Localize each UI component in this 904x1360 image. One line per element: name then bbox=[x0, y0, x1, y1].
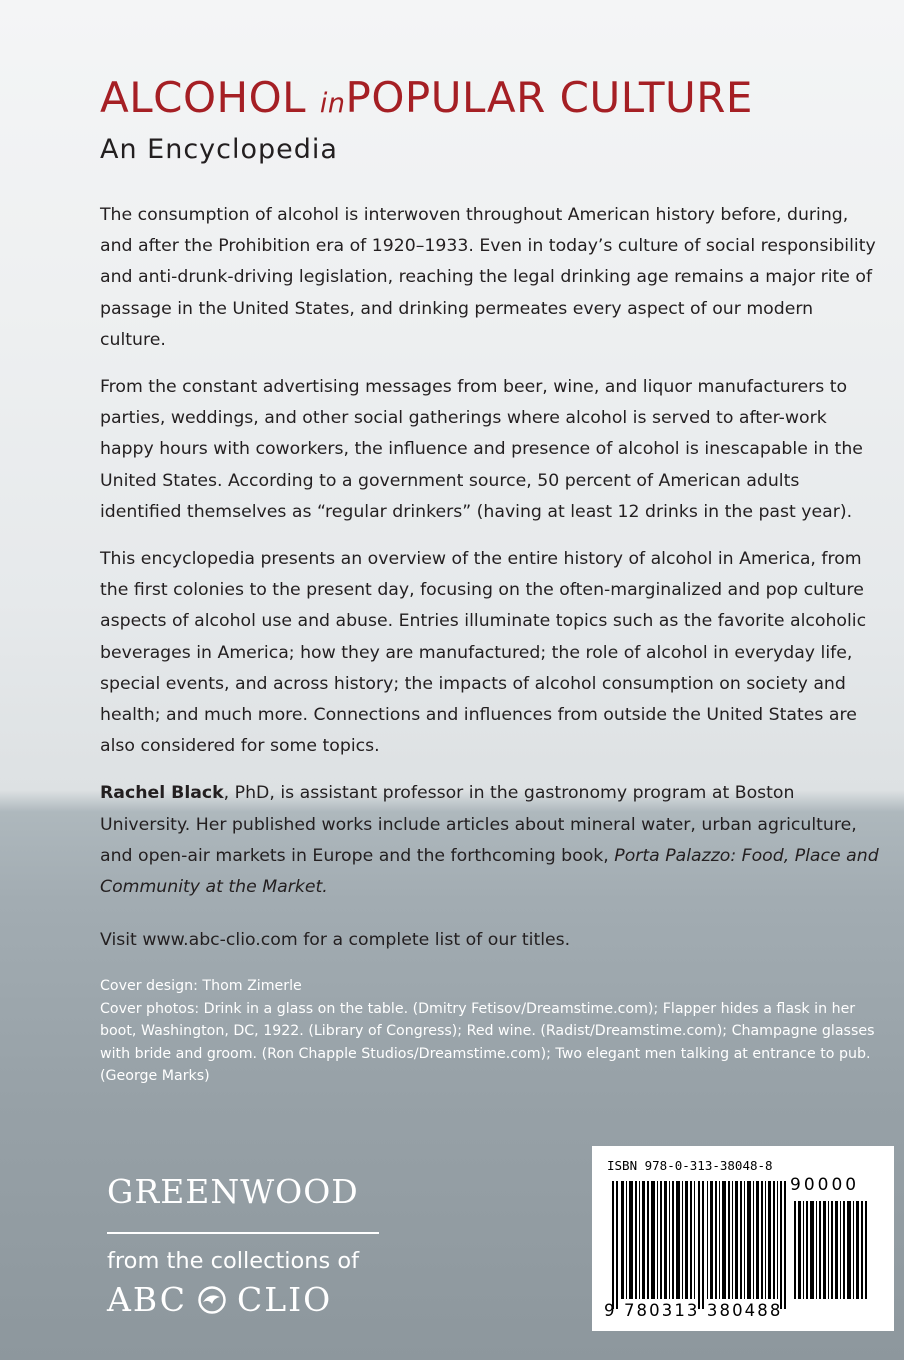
description-paragraph-3: This encyclopedia presents an overview of the entire history of alcohol in America, from the first colonies to the present day, focusing on the often-marginalized and pop culture aspects of alcohol use and abuse. Entries illuminate topics such as the favorite alcoholic beverages in America; how they are manufactured; the role of alcohol in everyday life, special events, and across history; the impacts of alcohol consumption on society and health; and much more. Connections and influences from outside the United States are also considered for some topics. bbox=[100, 549, 867, 757]
author-bio-text: , PhD, is assistant professor in the gastronomy program at Boston University. Her published works include articles about mineral water, urban agriculture, and open-air markets in Europe and the forthcoming book, bbox=[100, 783, 857, 866]
book-subtitle: An Encyclopedia bbox=[100, 134, 338, 165]
abc-clio-logo bbox=[107, 1278, 379, 1322]
barcode-bars-icon bbox=[612, 1181, 792, 1309]
price-code: 90000 bbox=[790, 1175, 860, 1195]
isbn-barcode bbox=[592, 1146, 894, 1331]
description bbox=[100, 200, 880, 972]
author-name: Rachel Black bbox=[100, 783, 224, 804]
publisher-logo bbox=[107, 1170, 379, 1322]
greenwood-imprint: GREENWOOD bbox=[107, 1172, 359, 1211]
logo-divider bbox=[107, 1232, 379, 1234]
addon-barcode-icon bbox=[794, 1201, 868, 1299]
title-popular-culture: POPULAR CULTURE bbox=[345, 73, 753, 122]
abc-clio-swirl-icon bbox=[197, 1285, 227, 1315]
clio-text: CLIO bbox=[236, 1280, 333, 1319]
book-title bbox=[100, 70, 753, 132]
collections-text: from the collections of bbox=[107, 1248, 360, 1274]
title-alcohol: ALCOHOL bbox=[100, 73, 307, 122]
abc-text: ABC bbox=[107, 1280, 187, 1319]
website-note: Visit www.abc-clio.com for a complete list of our titles. bbox=[100, 930, 571, 951]
cover-credits bbox=[100, 975, 890, 1088]
isbn-label: ISBN 978-0-313-38048-8 bbox=[607, 1158, 773, 1173]
description-paragraph-1: The consumption of alcohol is interwoven throughout American history before, during, and after the Prohibition era of 1920–1933. Even in today’s culture of social responsibility and anti-drunk-driving legislation, reaching the legal drinking age remains a major rite of passage in the United States, and drinking permeates every aspect of our modern culture. bbox=[100, 205, 876, 350]
cover-photos-credit: Cover photos: Drink in a glass on the table. (Dmitry Fetisov/Dreamstime.com); Flapper hides a flask in her boot, Washington, DC, 1922. (Library of Congress); Red wine. (Radist/Dreamstime.com); Champagne glasses with bride and groom. (Ron Chapple Studios/Dreamstime.com); Two elegant men talking at entrance to pub. (George Marks) bbox=[100, 1000, 875, 1084]
description-paragraph-2: From the constant advertising messages from beer, wine, and liquor manufacturers to parties, weddings, and other social gatherings where alcohol is served to after-work happy hours with coworkers, the influence and presence of alcohol is inescapable in the United States. According to a government source, 50 percent of American adults identified themselves as “regular drinkers” (having at least 12 drinks in the past year). bbox=[100, 377, 863, 522]
forthcoming-book-title: Porta Palazzo: Food, Place and Community at the Market. bbox=[100, 845, 879, 898]
author-bio bbox=[100, 778, 880, 903]
isbn-digits: 9 780313 380488 bbox=[604, 1301, 783, 1320]
title-in: in bbox=[319, 88, 346, 119]
cover-design-credit: Cover design: Thom Zimerle bbox=[100, 978, 302, 994]
